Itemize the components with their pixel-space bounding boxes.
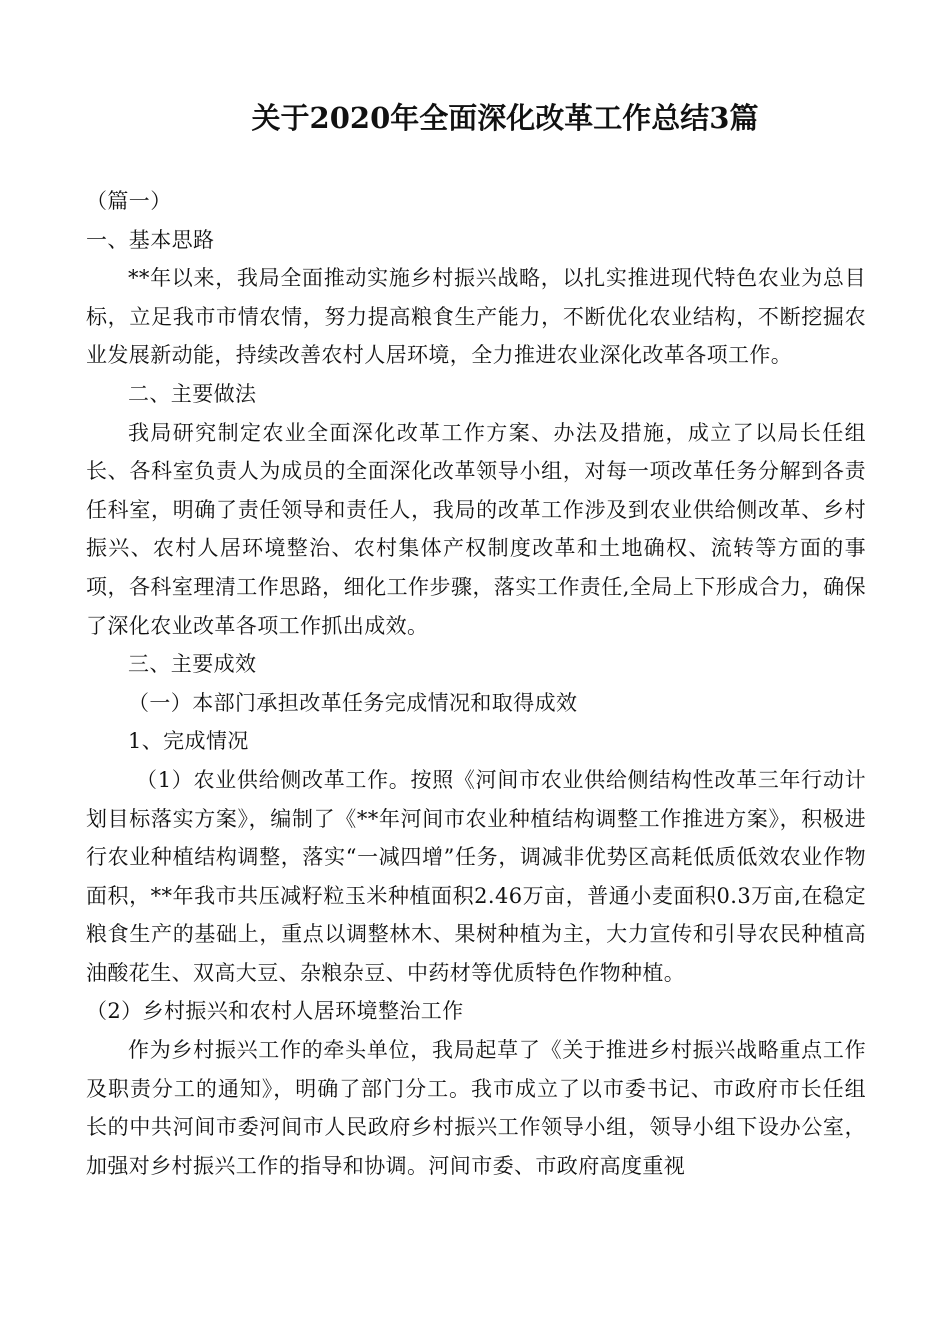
subheading-department-tasks: （一）本部门承担改革任务完成情况和取得成效 [128, 690, 578, 715]
document-body [86, 182, 866, 1185]
paragraph-main-measures: 我局研究制定农业全面深化改革工作方案、办法及措施，成立了以局长任组长、各科室负责人为成员的全面深化改革领导小组，对每一项改革任务分解到各责任科室，明确了责任领导和责任人，我局的改革工作涉及到农业供给侧改革、乡村振兴、农村人居环境整治、农村集体产权制度改革和土地确权、流转等方面的事项，各科室理清工作思路，细化工作步骤，落实工作责任,全局上下形成合力，确保了深化农业改革各项工作抓出成效。 [86, 420, 866, 638]
subheading-rural-revitalization: （2）乡村振兴和农村人居环境整治工作 [86, 999, 464, 1024]
document-title: 关于2020年全面深化改革工作总结3篇 [251, 101, 759, 135]
heading-main-measures: 二、主要做法 [128, 381, 257, 406]
heading-basic-approach: 一、基本思路 [86, 227, 215, 252]
section-label-part-one: （篇一） [86, 189, 172, 213]
subheading-completion-status: 1、完成情况 [128, 729, 249, 754]
paragraph-rural-revitalization: 作为乡村振兴工作的牵头单位，我局起草了《关于推进乡村振兴战略重点工作及职责分工的通知》，明确了部门分工。我市成立了以市委书记、市政府市长任组长的中共河间市委河间市人民政府乡村振兴工作领导小组，领导小组下设办公室，加强对乡村振兴工作的指导和协调。河间市委、市政府高度重视 [86, 1038, 866, 1178]
heading-main-results: 三、主要成效 [128, 652, 257, 677]
paragraph-supply-side-reform: （1）农业供给侧改革工作。按照《河间市农业供给侧结构性改革三年行动计划目标落实方案》，编制了《**年河间市农业种植结构调整工作推进方案》，积极进行农业种植结构调整，落实“一减四增”任务，调减非优势区高耗低质低效农业作物面积，**年我市共压减籽粒玉米种植面积2.46万亩，普通小麦面积0.3万亩,在稳定粮食生产的基础上，重点以调整林木、果树种植为主，大力宣传和引导农民种植高油酸花生、双高大豆、杂粮杂豆、中药材等优质特色作物种植。 [86, 767, 866, 985]
paragraph-basic-approach: **年以来，我局全面推动实施乡村振兴战略，以扎实推进现代特色农业为总目标，立足我市市情农情，努力提高粮食生产能力，不断优化农业结构，不断挖掘农业发展新动能，持续改善农村人居环境，全力推进农业深化改革各项工作。 [86, 266, 866, 368]
